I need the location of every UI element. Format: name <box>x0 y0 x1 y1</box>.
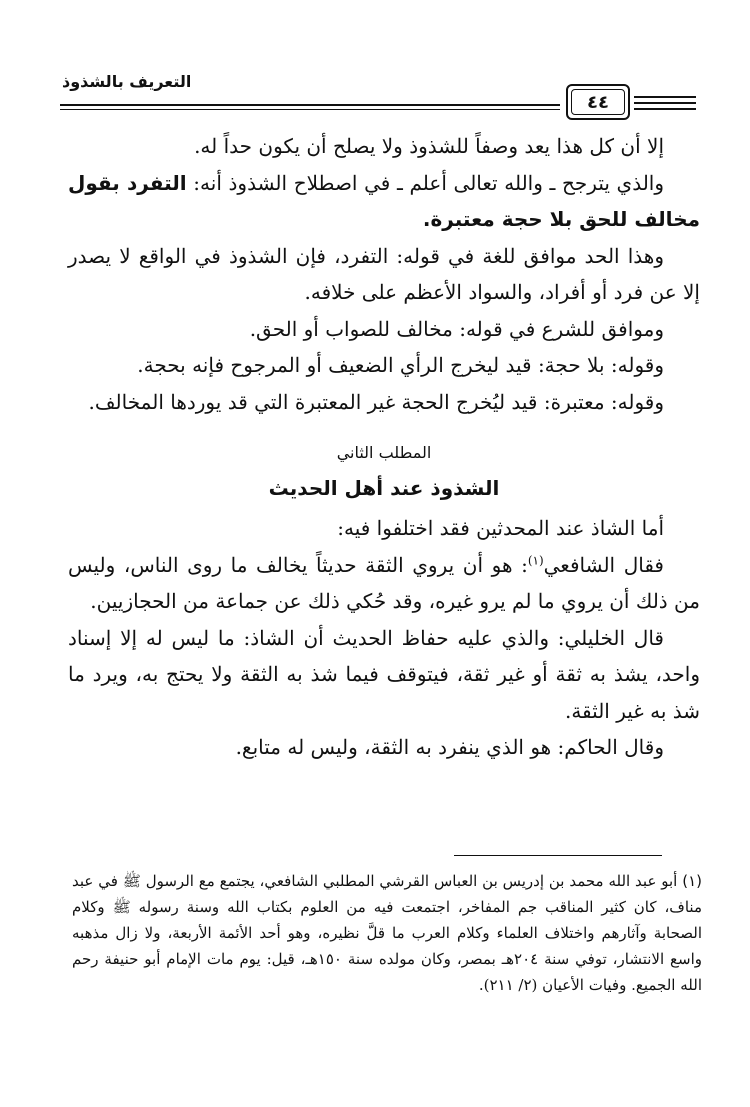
running-title: التعريف بالشذوذ <box>62 72 192 91</box>
header-rule-thick <box>60 104 560 106</box>
footnote-ref[interactable]: (١) <box>527 552 544 567</box>
footnote-text: أبو عبد الله محمد بن إدريس بن العباس القرشي المطلبي الشافعي، يجتمع مع الرسول ﷺ في عبد مناف، كان كثير المناقب جم المفاخر، اجتمعت فيه من العلوم بكتاب الله وسنة رسوله ﷺ وكلام الصحابة وآثارهم واختلاف العلماء وكلام العرب ما قلَّ نظيره، وهو أحد الأئمة الأربعة، ولا زال مذهبه واسع الانتشار، توفي سنة ٢٠٤هـ بمصر، وكان مولده سنة ١٥٠هـ، قيل: يوم مات الإمام أبو حنيفة رحم الله الجميع. وفيات الأعيان (٢/ ٢١١). <box>72 872 703 994</box>
paragraph: إلا أن كل هذا يعد وصفاً للشذوذ ولا يصلح أن يكون حداً له. <box>194 134 664 158</box>
paragraph-text: والذي يترجح ـ والله تعالى أعلم ـ في اصطلاح الشذوذ أنه: <box>186 170 665 195</box>
header-ornament-line <box>634 108 696 110</box>
section-label: المطلب الثاني <box>336 443 432 462</box>
header-ornament-line <box>634 96 696 98</box>
paragraph: وقوله: بلا حجة: قيد ليخرج الرأي الضعيف أو المرجوح فإنه بحجة. <box>137 353 664 377</box>
footnote-item <box>72 868 702 998</box>
paragraph: وهذا الحد موافق للغة في قوله: التفرد، فإن الشذوذ في الواقع لا يصدر إلا عن فرد أو أفراد، والسواد الأعظم على خلافه. <box>68 243 700 304</box>
paragraph: وموافق للشرع في قوله: مخالف للصواب أو الحق. <box>249 316 664 341</box>
section-heading: الشذوذ عند أهل الحديث <box>268 476 500 500</box>
paragraph: قال الخليلي: والذي عليه حفاظ الحديث أن الشاذ: ما ليس له إلا إسناد واحد، يشذ به ثقة أو غير ثقة، فيتوقف فيما شذ به الثقة ولا يحتج به، ويرد ما شذ به غير الثقة. <box>68 625 700 723</box>
footnote <box>72 868 702 998</box>
footnote-separator <box>454 855 662 856</box>
paragraph-text: فقال الشافعي <box>543 552 664 577</box>
main-text <box>68 128 700 766</box>
paragraph: وقال الحاكم: هو الذي ينفرد به الثقة، وليس له متابع. <box>235 735 664 759</box>
header-rule-thin <box>60 109 560 110</box>
definition-bold: التفرد بقول مخالف للحق بلا حجة معتبرة. <box>68 170 700 231</box>
definition-paragraph <box>68 165 700 238</box>
page-number-frame <box>566 84 630 120</box>
page-header <box>60 70 696 120</box>
paragraph: أما الشاذ عند المحدثين فقد اختلفوا فيه: <box>337 516 664 540</box>
paragraph-text: : هو أن يروي الثقة حديثاً يخالف ما روى الناس، وليس من ذلك أن يروي ما لم يرو غيره، وقد حُكي ذلك عن جماعة من الحجازيين. <box>68 552 700 613</box>
page-number: ٤٤ <box>571 89 625 115</box>
paragraph: وقوله: معتبرة: قيد ليُخرج الحجة غير المعتبرة التي قد يوردها المخالف. <box>88 389 664 414</box>
footnote-number: (١) <box>682 872 702 890</box>
header-ornament-line <box>634 102 696 104</box>
shafii-paragraph <box>68 547 700 620</box>
